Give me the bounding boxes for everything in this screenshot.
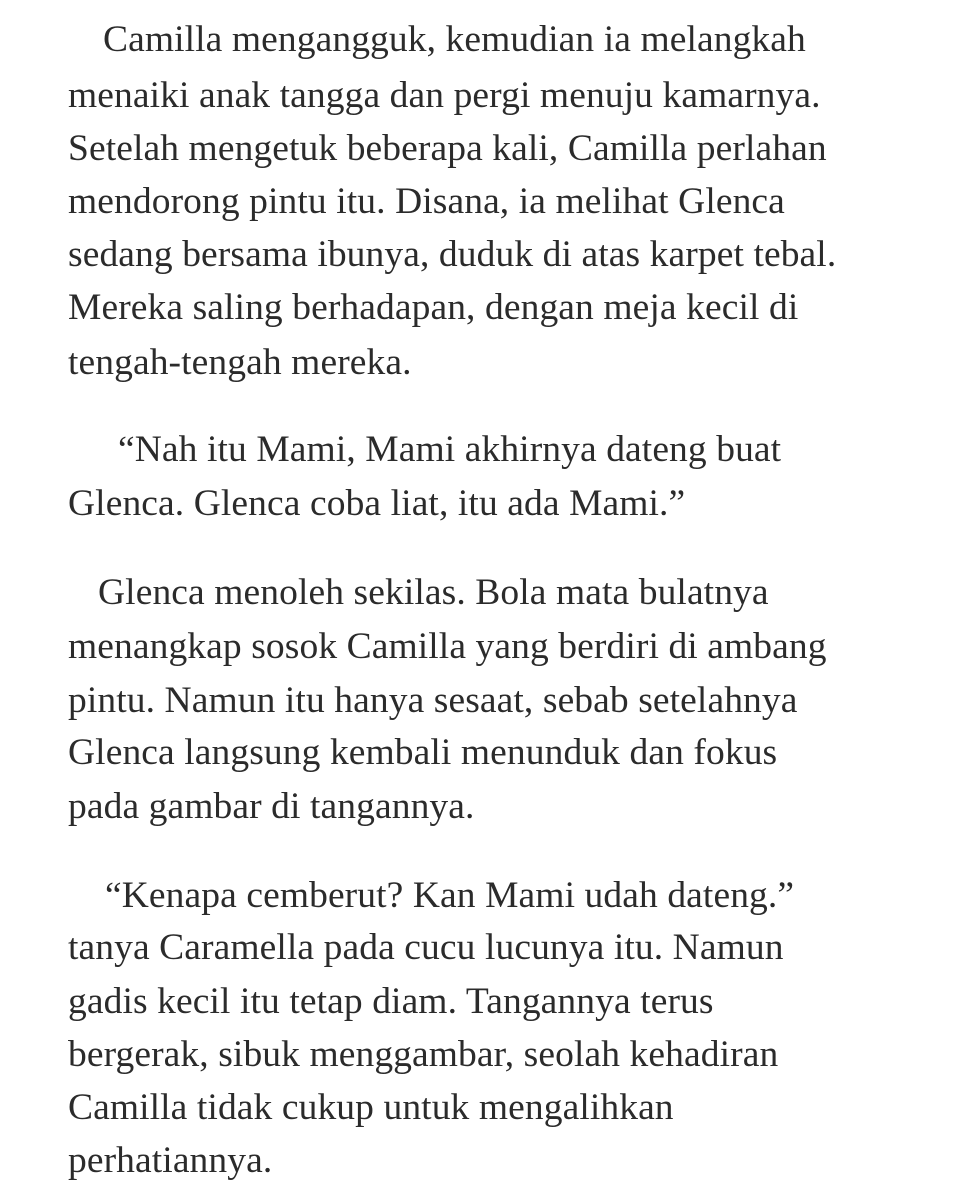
paragraph-1-line-4: mendorong pintu itu. Disana, ia melihat Glenca	[68, 181, 785, 222]
paragraph-4-line-5: Camilla tidak cukup untuk mengalihkan	[68, 1087, 674, 1128]
paragraph-1-line-2: menaiki anak tangga dan pergi menuju kamarnya.	[68, 75, 821, 116]
paragraph-4-line-3: gadis kecil itu tetap diam. Tangannya terus	[68, 981, 714, 1022]
paragraph-1-line-1: Camilla mengangguk, kemudian ia melangkah	[103, 19, 806, 60]
paragraph-3-line-3: pintu. Namun itu hanya sesaat, sebab setelahnya	[68, 680, 798, 721]
paragraph-4-line-2: tanya Caramella pada cucu lucunya itu. Namun	[68, 927, 784, 968]
paragraph-2-line-1: “Nah itu Mami, Mami akhirnya dateng buat	[118, 429, 782, 470]
paragraph-3-line-5: pada gambar di tangannya.	[68, 786, 475, 827]
paragraph-4-line-1: “Kenapa cemberut? Kan Mami udah dateng.”	[105, 875, 795, 916]
paragraph-2-line-2: Glenca. Glenca coba liat, itu ada Mami.”	[68, 483, 686, 524]
paragraph-3-line-4: Glenca langsung kembali menunduk dan fokus	[68, 732, 778, 773]
paragraph-4-line-6: perhatiannya.	[68, 1140, 273, 1181]
paragraph-1-line-6: Mereka saling berhadapan, dengan meja kecil di	[68, 287, 799, 328]
paragraph-3-line-1: Glenca menoleh sekilas. Bola mata bulatnya	[98, 572, 769, 613]
paragraph-1-line-7: tengah-tengah mereka.	[68, 342, 412, 383]
paragraph-4-line-4: bergerak, sibuk menggambar, seolah kehadiran	[68, 1034, 779, 1075]
paragraph-1-line-3: Setelah mengetuk beberapa kali, Camilla perlahan	[68, 128, 827, 169]
paragraph-3-line-2: menangkap sosok Camilla yang berdiri di ambang	[68, 626, 827, 667]
paragraph-1-line-5: sedang bersama ibunya, duduk di atas karpet tebal.	[68, 234, 837, 275]
